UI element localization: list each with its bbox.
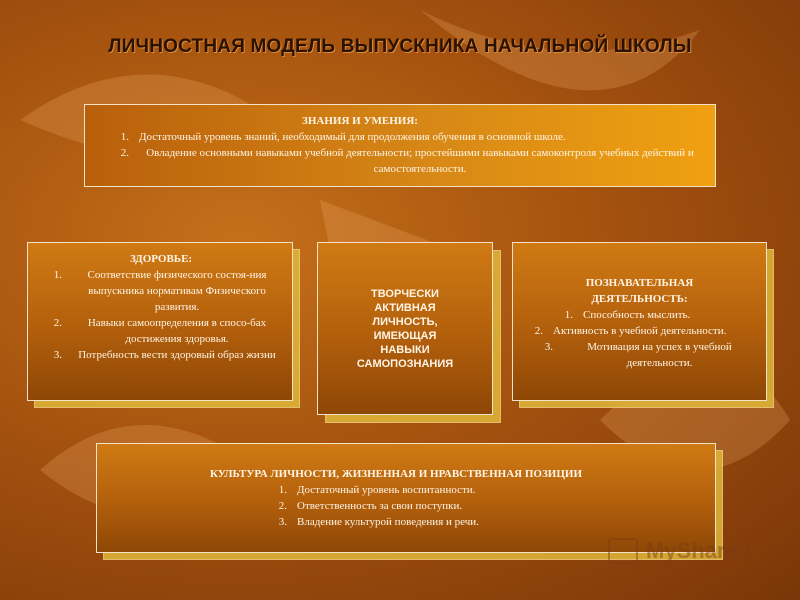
list-item [523,307,756,323]
page-title: ЛИЧНОСТНАЯ МОДЕЛЬ ВЫПУСКНИКА НАЧАЛЬНОЙ ШКОЛЫ [108,36,692,57]
item-text: Навыки самоопределения в спосо-бах достижения здоровья. [87,317,267,345]
item-number: 1. [53,269,62,281]
health-list [38,267,282,363]
item-number: 3. [278,516,287,528]
list-item [99,145,701,177]
list-item [257,514,705,530]
item-number: 1. [120,131,129,143]
item-text: Владение культурой поведения и речи. [297,516,479,528]
item-number: 2. [534,325,543,337]
item-number: 1. [564,309,573,321]
list-item [38,347,282,363]
item-text: Ответственность за свои поступки. [297,500,463,512]
item-text: Достаточный уровень воспитанности. [297,484,476,496]
culture-heading: КУЛЬТУРА ЛИЧНОСТИ, ЖИЗНЕННАЯ И НРАВСТВЕННАЯ ПОЗИЦИИ [209,468,583,480]
item-number: 2. [120,147,129,159]
item-number: 3. [544,341,553,353]
item-number: 3. [53,349,62,361]
item-number: 1. [278,484,287,496]
cognitive-box [512,242,767,401]
list-item [257,498,705,514]
center-text: ТВОРЧЕСКИ АКТИВНАЯ ЛИЧНОСТЬ, ИМЕЮЩАЯ НАВЫКИ САМОПОЗНАНИЯ [356,287,454,370]
item-text: Активность в учебной деятельности. [553,325,727,337]
health-heading: ЗДОРОВЬЕ: [130,253,193,265]
item-text: Способность мыслить. [583,309,691,321]
knowledge-list [99,129,701,177]
item-text: Овладение основными навыками учебной деятельности; простейшими навыками самоконтроля учебных действий и самостоятельности. [146,147,694,175]
list-item [99,129,701,145]
list-item [523,323,756,339]
item-text: Потребность вести здоровый образ жизни [78,349,276,361]
item-text: Соответствие физического состоя-ния выпускника нормативам Физического развития. [87,269,267,313]
watermark-logo: MyShared [646,538,752,563]
health-box [27,242,293,401]
item-text: Мотивация на успех в учебной деятельности. [587,341,732,369]
cognitive-list [523,307,756,371]
item-number: 2. [53,317,62,329]
list-item [38,315,282,347]
list-item [523,339,756,371]
culture-list [107,482,705,530]
item-number: 2. [278,500,287,512]
watermark-icon [608,538,638,564]
item-text: Достаточный уровень знаний, необходимый для продолжения обучения в основной школе. [139,131,566,143]
center-box [317,242,493,415]
cognitive-heading: ПОЗНАВАТЕЛЬНАЯ ДЕЯТЕЛЬНОСТЬ: [585,277,694,305]
list-item [38,267,282,315]
culture-box [96,443,716,553]
list-item [257,482,705,498]
knowledge-box [84,104,716,187]
knowledge-heading: ЗНАНИЯ И УМЕНИЯ: [302,115,418,127]
